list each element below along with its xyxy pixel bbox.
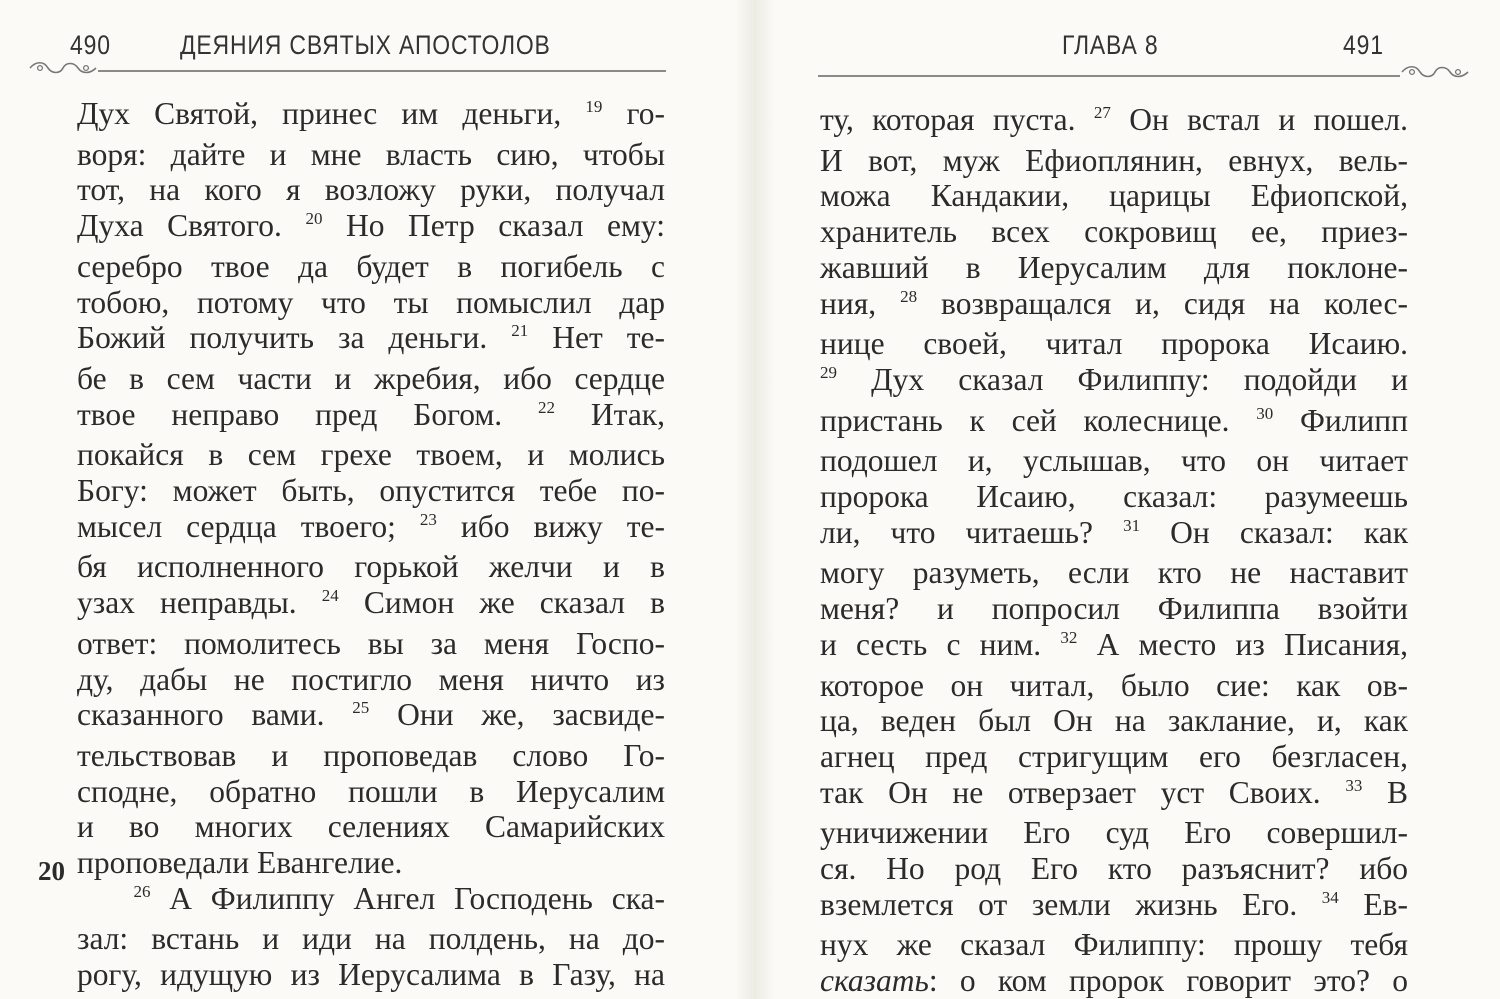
- book-gutter: [735, 0, 775, 999]
- text-segment: Ев-: [1338, 886, 1408, 922]
- ornament-swirl-icon: [28, 58, 98, 78]
- text-line: [77, 437, 665, 473]
- text-segment: проповедали Евангелие.: [77, 845, 403, 881]
- text-line: [820, 178, 1408, 214]
- text-segment: Филипп: [1273, 402, 1408, 438]
- text-segment: твое неправо пред Богом.: [77, 396, 539, 432]
- margin-verse-marker: 20: [38, 856, 65, 886]
- verse-number: 33: [1345, 775, 1363, 795]
- text-line: [820, 443, 1408, 479]
- text-segment: В: [1362, 774, 1408, 810]
- text-line: [77, 738, 665, 774]
- left-page-text: [77, 96, 665, 993]
- verse-number: 24: [321, 586, 339, 606]
- text-line: [77, 697, 665, 738]
- text-segment: ся. Но род Его кто разъяснит? ибо: [820, 851, 1408, 887]
- text-segment: меня? и попросил Филиппа взойти: [820, 591, 1408, 627]
- text-segment: Богу: может быть, опустится тебе по-: [77, 473, 665, 509]
- text-line: [820, 362, 1408, 403]
- text-line: [77, 509, 665, 550]
- text-line: [77, 845, 665, 881]
- text-line: [820, 326, 1408, 362]
- text-segment: узах неправды.: [77, 585, 322, 621]
- text-line: [77, 320, 665, 361]
- text-line: [77, 137, 665, 173]
- text-line: [820, 703, 1408, 739]
- text-line: [77, 921, 665, 957]
- verse-number: 27: [1093, 103, 1111, 122]
- text-segment: сказанного вами.: [77, 697, 353, 733]
- text-line: [820, 887, 1408, 928]
- text-segment: можа Кандакии, царицы Ефиопской,: [820, 178, 1408, 214]
- italic-text: сказать: [820, 963, 929, 999]
- text-line: [77, 285, 665, 321]
- text-segment: пристань к сей колеснице.: [820, 402, 1257, 438]
- verse-number: 25: [352, 698, 370, 718]
- text-line: [820, 668, 1408, 704]
- text-segment: уничижении Его суд Его совершил-: [820, 815, 1408, 851]
- text-segment: тельствовав и проповедав слово Го-: [77, 737, 665, 773]
- text-line: [820, 775, 1408, 816]
- text-segment: И вот, муж Ефиоплянин, евнух, вель-: [820, 142, 1408, 178]
- right-page-text: [820, 102, 1408, 999]
- text-segment: которое он читал, было сие: как ов-: [820, 667, 1408, 703]
- text-segment: так Он не отверзает уст Своих.: [820, 774, 1346, 810]
- text-segment: Итак,: [555, 396, 665, 432]
- text-segment: Он сказал: как: [1140, 514, 1408, 550]
- text-segment: нице своей, читал пророка Исаию.: [820, 326, 1408, 362]
- text-segment: Они же, засвиде-: [369, 697, 665, 733]
- text-line: [820, 479, 1408, 515]
- text-segment: ответ: помолитесь вы за меня Госпо-: [77, 625, 665, 661]
- verse-number: 31: [1123, 515, 1141, 535]
- text-line: [820, 927, 1408, 963]
- text-segment: Симон же сказал в: [338, 585, 665, 621]
- left-header: [0, 30, 740, 70]
- text-line: [77, 585, 665, 626]
- text-segment: Духа Святого.: [77, 208, 306, 244]
- text-line: [820, 739, 1408, 775]
- text-line: [820, 851, 1408, 887]
- text-line: [820, 555, 1408, 591]
- text-segment: Он встал и пошел.: [1110, 102, 1408, 137]
- text-line: [820, 143, 1408, 179]
- text-segment: зал: встань и иди на полдень, на до-: [77, 921, 665, 957]
- text-line: [820, 627, 1408, 668]
- text-segment: тобою, потому что ты помыслил дар: [77, 284, 665, 320]
- text-line: [820, 963, 1408, 999]
- page-number-left: 490: [70, 30, 111, 60]
- text-line: [77, 809, 665, 845]
- text-segment: ту, которая пуста.: [820, 102, 1094, 137]
- verse-number: 29: [820, 362, 837, 382]
- text-segment: сподне, обратно пошли в Иерусалим: [77, 773, 665, 809]
- text-segment: ца, веден был Он на заклание, и, как: [820, 703, 1408, 739]
- right-header: [770, 30, 1500, 70]
- verse-number: 22: [538, 397, 556, 417]
- verse-number: 21: [511, 321, 529, 341]
- text-segment: Божий получить за деньги.: [77, 320, 512, 356]
- text-segment: Дух сказал Филиппу: подойди и: [837, 361, 1408, 397]
- text-segment: бе в сем части и жребия, ибо сердце: [77, 360, 665, 396]
- running-title-right: ГЛАВА 8: [1062, 30, 1159, 60]
- verse-number: 30: [1256, 403, 1274, 423]
- text-line: [820, 815, 1408, 851]
- text-segment: А Филиппу Ангел Господень ска-: [150, 880, 666, 916]
- text-line: [77, 96, 665, 137]
- ornament-swirl-icon: [1400, 62, 1470, 82]
- text-segment: могу разуметь, если кто не наставит: [820, 555, 1408, 591]
- verse-number: 32: [1060, 627, 1078, 647]
- text-segment: Нет те-: [528, 320, 665, 356]
- text-segment: вземлется от земли жизнь Его.: [820, 886, 1322, 922]
- text-line: [820, 214, 1408, 250]
- text-segment: ли, что читаешь?: [820, 514, 1124, 550]
- text-line: [820, 102, 1408, 143]
- text-line: [77, 881, 665, 922]
- text-segment: нух же сказал Филиппу: прошу тебя: [820, 927, 1408, 963]
- text-segment: бя исполненного горькой желчи и в: [77, 549, 665, 585]
- text-line: [820, 403, 1408, 444]
- text-line: [820, 286, 1408, 327]
- running-title-left: ДЕЯНИЯ СВЯТЫХ АПОСТОЛОВ: [180, 30, 551, 60]
- text-segment: [77, 881, 133, 916]
- verse-number: 26: [133, 881, 151, 901]
- text-segment: хранитель всех сокровищ ее, приез-: [820, 214, 1408, 250]
- text-segment: ния,: [820, 285, 901, 321]
- text-segment: А место из Писания,: [1077, 626, 1408, 662]
- text-line: [77, 397, 665, 438]
- text-segment: Но Петр сказал ему:: [322, 208, 665, 244]
- right-page: [770, 0, 1500, 999]
- text-line: [77, 957, 665, 993]
- text-segment: ибо вижу те-: [436, 508, 665, 544]
- text-line: [77, 774, 665, 810]
- text-line: [77, 172, 665, 208]
- text-line: [77, 361, 665, 397]
- page-number-right: 491: [1343, 30, 1384, 60]
- text-segment: воря: дайте и мне власть сию, чтобы: [77, 136, 665, 172]
- text-line: [820, 591, 1408, 627]
- text-segment: : о ком пророк говорит это? о: [928, 963, 1408, 999]
- text-line: [77, 626, 665, 662]
- text-line: [77, 473, 665, 509]
- text-segment: пророка Исаию, сказал: разумеешь: [820, 479, 1408, 515]
- verse-number: 19: [585, 97, 603, 116]
- text-segment: подошел и, услышав, что он читает: [820, 443, 1408, 479]
- text-segment: Дух Святой, принес им деньги,: [77, 96, 586, 131]
- text-segment: жавший в Иерусалим для поклоне-: [820, 249, 1408, 285]
- text-segment: покайся в сем грехе твоем, и молись: [77, 437, 665, 473]
- verse-number: 34: [1321, 887, 1339, 907]
- text-line: [820, 250, 1408, 286]
- left-page: [0, 0, 740, 999]
- text-line: [820, 515, 1408, 556]
- verse-number: 28: [900, 286, 918, 306]
- text-line: [77, 208, 665, 249]
- text-line: [77, 662, 665, 698]
- text-line: [77, 549, 665, 585]
- text-segment: тот, на кого я возложу руки, получал: [77, 172, 665, 208]
- text-segment: рогу, идущую из Иерусалима в Газу, на: [77, 957, 665, 993]
- text-segment: мысел сердца твоего;: [77, 508, 420, 544]
- text-segment: серебро твое да будет в погибель с: [77, 248, 665, 284]
- header-rule-left: [98, 70, 666, 72]
- verse-number: 20: [305, 209, 323, 229]
- text-segment: и во многих селениях Самарийских: [77, 809, 665, 845]
- text-segment: агнец пред стригущим его безгласен,: [820, 738, 1408, 774]
- header-rule-right: [818, 75, 1400, 77]
- text-segment: возвращался и, сидя на колес-: [917, 285, 1408, 321]
- text-segment: ду, дабы не постигло меня ничто из: [77, 661, 665, 697]
- text-line: [77, 249, 665, 285]
- text-segment: го-: [602, 96, 665, 131]
- text-segment: и сесть с ним.: [820, 626, 1061, 662]
- verse-number: 23: [419, 509, 437, 529]
